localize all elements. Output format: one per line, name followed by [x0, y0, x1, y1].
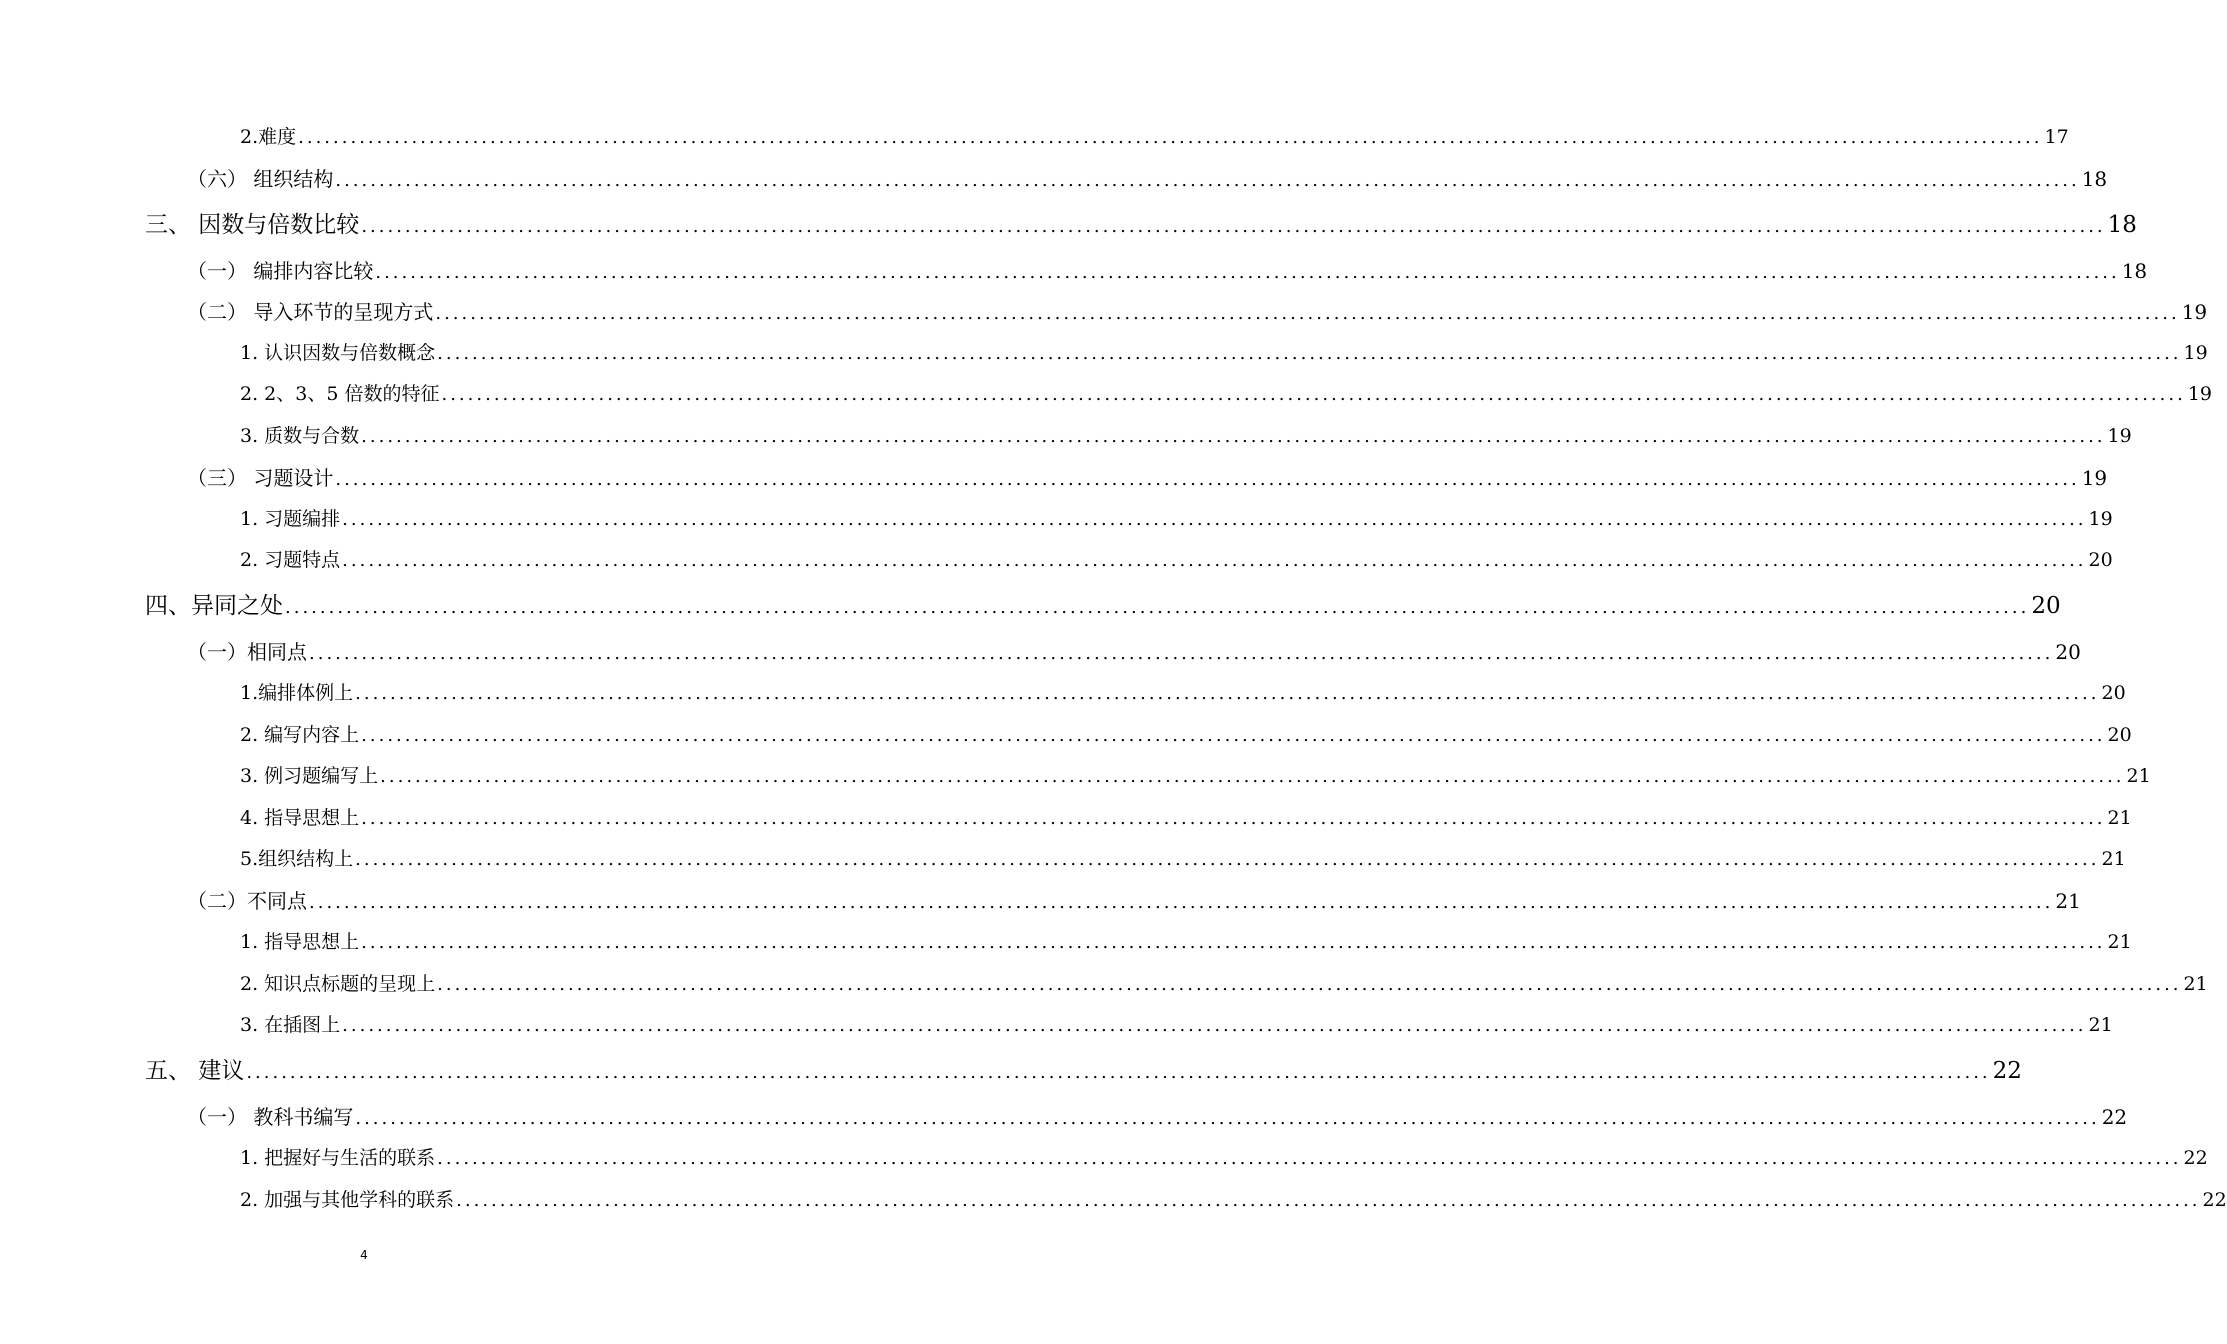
dot-leader: ........................................................................................................................................................................................................: [441, 384, 2186, 405]
toc-entry[interactable]: [187, 258, 2148, 284]
toc-entry-title: 1. 习题编排: [240, 508, 341, 530]
toc-entry[interactable]: [240, 1013, 2113, 1037]
dot-leader: ........................................................................................................................................................................................................: [435, 303, 2180, 324]
toc-entry-page: 21: [2183, 973, 2208, 995]
toc-entry-page: 21: [2107, 931, 2132, 953]
toc-entry-page: 19: [2181, 300, 2208, 324]
toc-entry-page: 22: [1992, 1058, 2022, 1084]
toc-entry-page: 20: [2101, 682, 2126, 704]
dot-leader: ........................................................................................................................................................................................................: [335, 469, 2080, 490]
toc-entry-title: （三） 习题设计: [187, 466, 334, 490]
toc-entry[interactable]: [187, 1104, 2128, 1130]
dot-leader: ........................................................................................................................................................................................................: [246, 1062, 1991, 1083]
toc-entry-page: 22: [2202, 1189, 2227, 1211]
toc-entry-title: （二） 导入环节的呈现方式: [187, 300, 434, 324]
toc-entry-page: 21: [2107, 807, 2132, 829]
toc-entry-title: 三、 因数与倍数比较: [145, 212, 360, 238]
toc-entry-page: 20: [2107, 724, 2132, 746]
dot-leader: ........................................................................................................................................................................................................: [361, 725, 2106, 746]
toc-entry-page: 18: [2107, 212, 2137, 238]
toc-entry-page: 19: [2081, 466, 2108, 490]
dot-leader: ........................................................................................................................................................................................................: [361, 216, 2106, 237]
toc-entry[interactable]: [240, 1188, 2227, 1212]
toc-entry-page: 19: [2088, 508, 2113, 530]
toc-entry[interactable]: [187, 639, 2081, 665]
toc-entry[interactable]: [187, 299, 2208, 325]
toc-entry-page: 18: [2121, 259, 2148, 283]
dot-leader: ........................................................................................................................................................................................................: [355, 683, 2100, 704]
toc-entry[interactable]: [240, 1146, 2208, 1170]
toc-entry[interactable]: [187, 166, 2108, 192]
toc-entry-page: 21: [2088, 1014, 2113, 1036]
toc-entry-page: 22: [2101, 1105, 2128, 1129]
dot-leader: ........................................................................................................................................................................................................: [361, 932, 2106, 953]
dot-leader: ........................................................................................................................................................................................................: [342, 509, 2087, 530]
dot-leader: ........................................................................................................................................................................................................: [375, 262, 2120, 283]
toc-entry[interactable]: [240, 382, 2213, 406]
toc-entry-page: 20: [2088, 549, 2113, 571]
toc-entry[interactable]: [145, 210, 2137, 240]
toc-entry-page: 18: [2081, 167, 2108, 191]
toc-entry[interactable]: [145, 591, 2061, 621]
toc-entry[interactable]: [240, 847, 2126, 871]
dot-leader: ........................................................................................................................................................................................................: [437, 974, 2182, 995]
toc-entry-title: 2. 习题特点: [240, 549, 341, 571]
toc-entry-page: 20: [2055, 640, 2081, 664]
toc-entry[interactable]: [240, 681, 2126, 705]
dot-leader: ........................................................................................................................................................................................................: [342, 550, 2087, 571]
toc-entry-page: 19: [2183, 342, 2208, 364]
toc-entry-title: 3. 质数与合数: [240, 425, 360, 447]
dot-leader: ........................................................................................................................................................................................................: [335, 170, 2080, 191]
toc-entry-title: 2. 编写内容上: [240, 724, 360, 746]
toc-entry-title: 1.编排体例上: [240, 682, 354, 704]
toc-entry[interactable]: [240, 972, 2208, 996]
toc-entry[interactable]: [240, 723, 2132, 747]
dot-leader: ........................................................................................................................................................................................................: [285, 597, 2030, 618]
toc-entry[interactable]: [240, 125, 2069, 149]
toc-entry-title: （六） 组织结构: [187, 167, 334, 191]
toc-entry-title: 五、 建议: [145, 1058, 245, 1084]
toc-entry[interactable]: [240, 930, 2132, 954]
toc-entry-title: 四、异同之处: [145, 593, 283, 619]
toc-entry-title: （一） 教科书编写: [187, 1105, 354, 1129]
toc-entry[interactable]: [187, 465, 2108, 491]
toc-entry-page: 20: [2031, 593, 2061, 619]
dot-leader: ........................................................................................................................................................................................................: [298, 127, 2043, 148]
dot-leader: ........................................................................................................................................................................................................: [309, 643, 2054, 664]
toc-entry[interactable]: [240, 507, 2113, 531]
toc-entry[interactable]: [240, 341, 2208, 365]
toc-entry-page: 21: [2126, 765, 2151, 787]
page-number: 4: [360, 1248, 368, 1262]
toc-entry-page: 21: [2101, 848, 2126, 870]
toc-entry-title: 5.组织结构上: [240, 848, 354, 870]
toc-entry-title: 3. 例习题编写上: [240, 765, 379, 787]
dot-leader: ........................................................................................................................................................................................................: [361, 426, 2106, 447]
toc-entry-page: 19: [2107, 425, 2132, 447]
dot-leader: ........................................................................................................................................................................................................: [355, 849, 2100, 870]
dot-leader: ........................................................................................................................................................................................................: [437, 1148, 2182, 1169]
toc-entry-title: 1. 指导思想上: [240, 931, 360, 953]
toc-entry-title: （二）不同点: [187, 889, 307, 913]
toc-entry-title: （一）相同点: [187, 640, 307, 664]
toc-entry-page: 22: [2183, 1147, 2208, 1169]
dot-leader: ........................................................................................................................................................................................................: [361, 808, 2106, 829]
dot-leader: ........................................................................................................................................................................................................: [456, 1190, 2201, 1211]
toc-entry-title: 3. 在插图上: [240, 1014, 341, 1036]
dot-leader: ........................................................................................................................................................................................................: [380, 766, 2125, 787]
toc-entry[interactable]: [240, 548, 2113, 572]
toc-entry-title: 2. 2、3、5 倍数的特征: [240, 383, 440, 405]
toc-entry-page: 19: [2187, 383, 2213, 405]
toc-entry-title: 2. 知识点标题的呈现上: [240, 973, 436, 995]
toc-entry-page: 21: [2055, 889, 2081, 913]
toc-entry-title: 2.难度: [240, 126, 297, 148]
dot-leader: ........................................................................................................................................................................................................: [342, 1015, 2087, 1036]
dot-leader: ........................................................................................................................................................................................................: [309, 892, 2054, 913]
toc-entry-title: 1. 把握好与生活的联系: [240, 1147, 436, 1169]
toc-entry-title: 2. 加强与其他学科的联系: [240, 1189, 455, 1211]
toc-entry[interactable]: [145, 1056, 2022, 1086]
toc-entry-title: （一） 编排内容比较: [187, 259, 374, 283]
toc-entry[interactable]: [240, 424, 2132, 448]
toc-entry-page: 17: [2044, 126, 2069, 148]
toc-entry-title: 4. 指导思想上: [240, 807, 360, 829]
dot-leader: ........................................................................................................................................................................................................: [437, 343, 2182, 364]
toc-entry-title: 1. 认识因数与倍数概念: [240, 342, 436, 364]
dot-leader: ........................................................................................................................................................................................................: [355, 1108, 2100, 1129]
toc-entry[interactable]: [240, 806, 2132, 830]
toc-entry[interactable]: [187, 888, 2081, 914]
toc-entry[interactable]: [240, 764, 2151, 788]
